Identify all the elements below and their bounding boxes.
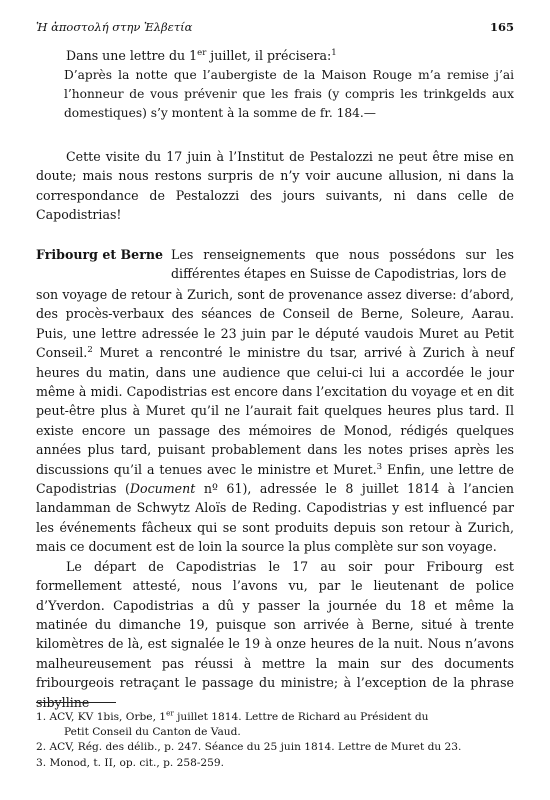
fn1-ordinal: er: [166, 708, 174, 718]
p1-text-b: Muret a rencontré le ministre du tsar, arrivé à Zurich à neuf heures du matin, dans une audience que celui-ci lui a accordée le jour même à midi. Capodistrias est encore dans l’excitation du voyage et en dit peut-être plus à Muret qu’il ne l’aurait fait quelques heures plus tard. Il existe encore un passage des mémoires de Monod, rédigés quelques années plus tard, puisant probablement dans les notes prises après les discussions qu’il a tenues avec le ministre et Muret.: [36, 345, 514, 477]
running-title: Ἡ ἀποστολή στην Ἑλβετία: [36, 20, 193, 34]
footnote-1: [36, 710, 514, 725]
visit-paragraph: Cette visite du 17 juin à l’Institut de Pestalozzi ne peut être mise en doute; mais nous restons surpris de n’y voir aucune allusion, ni dans la correspondance de Pestalozzi des jours suivants, ni dans celle de Capodistrias!: [36, 149, 514, 222]
fn1-text-b: juillet 1814. Lettre de Richard au Président du: [173, 711, 429, 723]
footnote-3: 3. Monod, t. II, op. cit., p. 258-259.: [36, 756, 224, 769]
section-paragraph-2: Le départ de Capodistrias le 17 au soir pour Fribourg est formellement attesté, nous l’avons vu, par le lieutenant de police d’Yverdon. Capodistrias a dû y passer la journée du 18 et même la matinée du dimanche 19, puisque son arrivée à Berne, situé à trente kilomètres de là, est signalée le 19 à onze heures de la nuit. Nous n’avons malheureusement pas réussi à mettre la main sur des documents fribourgeois retraçant le passage du ministre; à l’exception de la phrase sibylline: [36, 558, 514, 710]
intro-text: Dans une lettre du 1: [66, 48, 198, 63]
section-body: [36, 285, 514, 712]
footnote-2: 2. ACV, Rég. des délib., p. 247. Séance du 25 juin 1814. Lettre de Muret du 23.: [36, 741, 462, 754]
section-heading: Fribourg et Berne: [36, 247, 164, 262]
document-italic: Document: [129, 481, 196, 497]
p1-text-c: Enfin, une lettre de Capodistrias (: [36, 461, 514, 497]
intro-text-end: juillet, il précisera:: [206, 48, 332, 63]
footnote-ref-1: 1: [331, 47, 337, 58]
footnote-ref-3: 3: [376, 461, 383, 472]
footnote-ref-2: 2: [87, 345, 93, 356]
section-first-lines: Les renseignements que nous possédons sur les différentes étapes en Suisse de Capodistrias, lors de: [171, 247, 514, 282]
intro-ordinal: er: [197, 47, 207, 58]
footnote-divider: [36, 702, 116, 703]
page-number: 165: [489, 20, 514, 34]
p1-text-d: nº 61), adressée le 8 juillet 1814 à l’ancien landamman de Schwytz Aloïs de Reding. Capodistrias y est influencé par les événements fâcheux qui se sont produits depuis son retour à Zurich, mais ce document est de loin la source la plus complète sur son voyage.: [36, 481, 515, 555]
section-paragraph-1: [36, 285, 514, 557]
p1-text-a: son voyage de retour à Zurich, sont de provenance assez diverse: d’abord, des procès-verbaux des séances de Conseil de Berne, Soleure, Aarau. Puis, une lettre adressée le 23 juin par le député vaudois Muret au Petit Conseil.: [36, 287, 514, 361]
footnotes: [36, 710, 514, 771]
intro-paragraph: [36, 46, 514, 65]
footnote-1-continuation: Petit Conseil du Canton de Vaud.: [64, 726, 241, 739]
fn1-text-a: 1. ACV, KV 1bis, Orbe, 1: [36, 711, 167, 723]
block-quote: D’après la notte que l’aubergiste de la Maison Rouge m’a remise j’ai l’honneur de vous prévenir que les frais (y compris les trinkgelds aux domestiques) s’y montent à la somme de fr. 184.—: [64, 68, 514, 120]
